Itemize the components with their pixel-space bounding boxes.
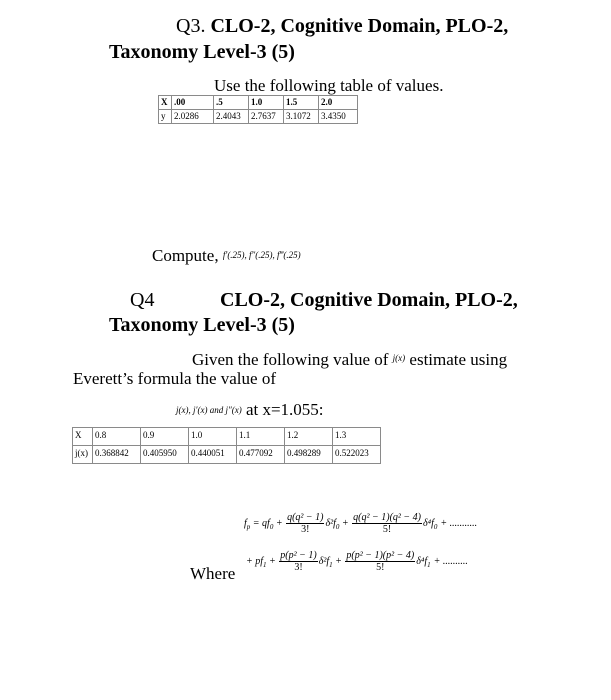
table-row (159, 96, 358, 110)
formula-frac-1-num: q(q² − 1) (287, 512, 324, 523)
q3-heading-title: CLO-2, Cognitive Domain, PLO-2, (210, 15, 509, 37)
formula-sub-1: 1 (263, 560, 267, 569)
table-cell: 0.522023 (333, 446, 381, 464)
formula-dots: + ........... (440, 517, 478, 529)
table-cell: 1.0 (249, 96, 284, 110)
everett-formula-line2 (246, 550, 468, 573)
table-cell: 0.8 (93, 428, 141, 446)
everett-formula-line1 (244, 512, 477, 535)
formula-delta4-f1: δ⁴f (416, 555, 428, 567)
table-cell: 0.440051 (189, 446, 237, 464)
q3-values-table (158, 95, 358, 124)
table-cell: 2.0286 (172, 110, 214, 124)
q3-compute-expression: f′(.25), f″(.25), f‴(.25) (222, 250, 301, 260)
formula-frac-1-den: 3! (301, 524, 310, 535)
formula-plus: + (273, 517, 286, 529)
table-cell: j(x) (73, 446, 93, 464)
table-cell: 3.1072 (284, 110, 319, 124)
formula-sub-0b: 0 (335, 522, 340, 531)
table-cell: y (159, 110, 172, 124)
formula-sub-1c: 1 (427, 560, 431, 569)
table-cell: 1.1 (237, 428, 285, 446)
table-cell: 2.4043 (214, 110, 249, 124)
formula-plus-4: + (332, 555, 345, 567)
q3-instruction: Use the following table of values. (214, 76, 444, 95)
formula-plus-3: + (266, 555, 279, 567)
table-cell: 0.368842 (93, 446, 141, 464)
table-cell: 3.4350 (319, 110, 358, 124)
q4-given-line2: Everett’s formula the value of (73, 369, 276, 388)
formula-dots-2: + .......... (433, 555, 468, 567)
formula-delta2-f0: δ²f (325, 517, 336, 529)
q3-compute-label: Compute, (152, 246, 223, 265)
formula-frac-2-num: q(q² − 1)(q² − 4) (353, 512, 421, 523)
formula-lhs: f (244, 517, 247, 529)
formula-frac-4-den: 5! (376, 562, 385, 573)
formula-frac-1 (286, 512, 324, 535)
formula-frac-4-num: p(p² − 1)(p² − 4) (346, 550, 415, 561)
table-cell: 1.5 (284, 96, 319, 110)
formula-frac-3-den: 3! (294, 562, 303, 573)
formula-frac-2-den: 5! (382, 524, 392, 535)
table-cell: 1.0 (189, 428, 237, 446)
q4-values-table (72, 427, 381, 464)
formula-frac-2 (352, 512, 422, 535)
q4-given-function: j(x) (392, 353, 406, 363)
table-cell: .00 (172, 96, 214, 110)
table-cell: X (159, 96, 172, 110)
table-row (73, 446, 381, 464)
formula-frac-3 (279, 550, 317, 573)
table-cell: .5 (214, 96, 249, 110)
q4-label: Q4 (130, 289, 155, 311)
formula-sub-1b: 1 (329, 560, 333, 569)
table-cell: 0.9 (141, 428, 189, 446)
table-row (73, 428, 381, 446)
formula-delta2-f1: δ²f (318, 555, 330, 567)
table-cell: X (73, 428, 93, 446)
q4-given-tail: estimate using (405, 350, 508, 369)
q4-evaluate-point: at x=1.055: (241, 400, 324, 419)
table-cell: 2.7637 (249, 110, 284, 124)
table-cell: 1.2 (285, 428, 333, 446)
q3-heading-line2: Taxonomy Level-3 (5) (109, 41, 295, 63)
formula-sub-0: 0 (269, 522, 274, 531)
q3-compute (152, 244, 301, 267)
table-cell: 2.0 (319, 96, 358, 110)
table-cell: 0.477092 (237, 446, 285, 464)
q4-heading-line1: CLO-2, Cognitive Domain, PLO-2, (220, 289, 518, 311)
q4-heading-line2: Taxonomy Level-3 (5) (109, 314, 295, 336)
table-cell: 0.405950 (141, 446, 189, 464)
q4-evaluate (176, 399, 324, 421)
formula-frac-4 (345, 550, 415, 573)
formula-line2-start: + pf (246, 555, 264, 567)
q3-heading-line1 (176, 14, 508, 38)
q3-prefix: Q3. (176, 15, 211, 37)
q4-given-text: Given the following value of (192, 350, 393, 369)
formula-sub-0c: 0 (433, 522, 438, 531)
table-cell: 0.498289 (285, 446, 333, 464)
formula-eq-start: = qf (250, 517, 270, 529)
table-cell: 1.3 (333, 428, 381, 446)
formula-plus-2: + (339, 517, 352, 529)
formula-frac-3-num: p(p² − 1) (280, 550, 317, 561)
formula-sub-p: p (246, 522, 251, 531)
q4-evaluate-expression: j(x), j′(x) and j″(x) (176, 405, 242, 415)
formula-delta4-f0: δ⁴f (422, 517, 434, 529)
table-row (159, 110, 358, 124)
where-label: Where (190, 564, 236, 583)
